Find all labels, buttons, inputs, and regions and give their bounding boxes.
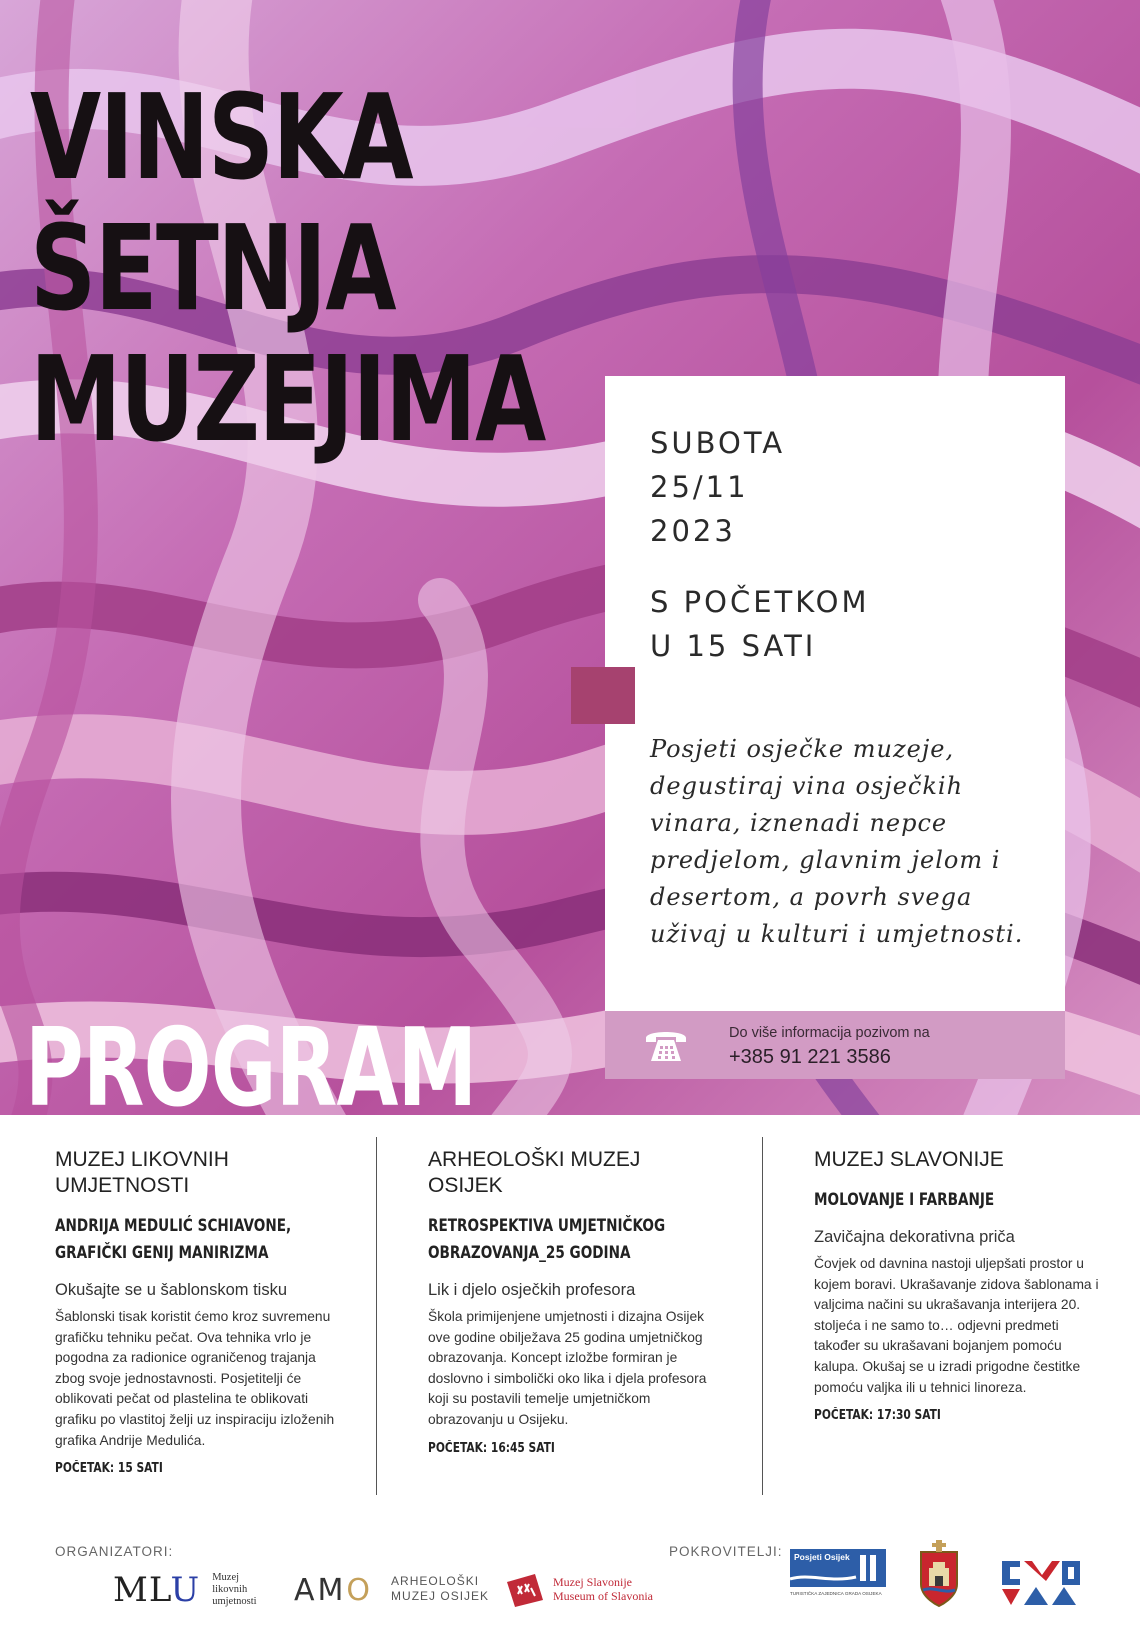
posjeti-osijek-caption: TURISTIČKA ZAJEDNICA GRADA OSIJEKA — [790, 1591, 882, 1596]
event-start-time — [650, 580, 870, 668]
contact-phone-number[interactable]: +385 91 221 3586 — [729, 1046, 891, 1068]
event-info-card — [605, 376, 1065, 1011]
column-divider — [376, 1137, 377, 1495]
mlu-logo-mark: MLU — [113, 1570, 201, 1610]
title-line: MUZEJIMA — [30, 330, 545, 468]
exhibit-start-time: POČETAK: 17:30 SATI — [814, 1408, 941, 1424]
contact-label: Do više informacija pozivom na — [729, 1025, 930, 1041]
city-crest-icon — [919, 1538, 959, 1608]
page-title — [30, 68, 545, 468]
title-line: ŠETNJA — [30, 199, 396, 337]
exhibit-start-time: POČETAK: 16:45 SATI — [428, 1440, 555, 1456]
gkm-logo-icon — [1000, 1557, 1082, 1607]
mlu-logo — [113, 1570, 257, 1610]
organizers-label: ORGANIZATORI: — [55, 1544, 174, 1559]
exhibit-description: Škola primijenjene umjetnosti i dizajna Osijek ove godine obilježava 25 godina umjetničkog obrazovanja. Koncept izložbe formiran je doslovno i simbolički oko lika i djela profesora koji su postavili temelje umjetničkom obrazovanju u Osijeku. — [428, 1309, 707, 1427]
exhibit-subtitle: Zavičajna dekorativna priča — [814, 1228, 1015, 1246]
posjeti-osijek-badge: Posjeti Osijek — [790, 1549, 886, 1587]
exhibit-subtitle: Okušajte se u šablonskom tisku — [55, 1281, 288, 1299]
exhibit-title: MOLOVANJE I FARBANJE — [814, 1190, 995, 1210]
event-year: 2023 — [650, 514, 736, 548]
exhibit-description: Čovjek od davnina nastoji uljepšati prostor u kojem boravi. Ukrašavanje zidova šablonama i valjcima načini su ukrašavanja interijera 20. stoljeća i ne samo to… odjevni predmeti također su ukrašavani bojanjem pomoću kalupa. Okušaj se u izradi prigodne čestitke pomoću valjka ili u tehnici linoreza. — [814, 1256, 1099, 1395]
telephone-icon — [643, 1025, 689, 1065]
museum-name: MUZEJ SLAVONIJE — [814, 1148, 1004, 1171]
contact-bar — [605, 1011, 1065, 1079]
program-column — [814, 1147, 1104, 1423]
amo-logo-text: ARHEOLOŠKI MUZEJ OSIJEK — [391, 1574, 490, 1603]
start-line: U 15 SATI — [650, 629, 817, 663]
exhibit-subtitle: Lik i djelo osječkih profesora — [428, 1281, 636, 1299]
museum-name: MUZEJ LIKOVNIH UMJETNOSTI — [55, 1148, 229, 1197]
program-heading: PROGRAM — [25, 1006, 477, 1131]
event-date — [650, 421, 785, 553]
muzej-slavonije-emblem-icon — [505, 1572, 545, 1608]
amo-logo — [294, 1572, 489, 1610]
title-line: VINSKA — [30, 68, 412, 206]
mlu-logo-text: Muzej likovnih umjetnosti — [212, 1572, 257, 1607]
exhibit-description: Šablonski tisak koristit ćemo kroz suvremenu grafičku tehniku pečat. Ova tehnika vrlo je pogodna za radionice ograničenog trajanja zbog svoje jednostavnosti. Posjetitelji će oblikovati pečat od plastelina te oblikovati grafiku po vlastitoj želji uz inspiraciju izloženih grafika Andrije Medulića. — [55, 1309, 335, 1448]
muzej-slavonije-logo-text: Muzej Slavonije Museum of Slavonia — [553, 1575, 653, 1603]
exhibit-title: ANDRIJA MEDULIĆ SCHIAVONE, GRAFIČKI GENIJ MANIRIZMA — [55, 1216, 292, 1263]
museum-name: ARHEOLOŠKI MUZEJ OSIJEK — [428, 1148, 641, 1197]
start-line: S POČETKOM — [650, 585, 870, 619]
column-divider — [762, 1137, 763, 1495]
program-column — [55, 1147, 345, 1476]
exhibit-start-time: POČETAK: 15 SATI — [55, 1461, 163, 1477]
event-day: SUBOTA — [650, 426, 786, 460]
event-description: Posjeti osječke muzeje, degustiraj vina osječkih vinara, iznenadi nepce predjelom, glavnim jelom i desertom, a povrh svega uživaj u kulturi i umjetnosti. — [650, 735, 1024, 948]
exhibit-title: RETROSPEKTIVA UMJETNIČKOG OBRAZOVANJA_25 GODINA — [428, 1216, 666, 1263]
accent-square — [571, 667, 635, 724]
muzej-slavonije-logo — [505, 1572, 653, 1608]
event-date-value: 25/11 — [650, 470, 749, 504]
sponsors-label: POKROVITELJI: — [669, 1544, 783, 1559]
program-column — [428, 1147, 718, 1456]
amo-logo-mark: AMO — [294, 1573, 374, 1608]
posjeti-osijek-logo — [790, 1549, 888, 1607]
